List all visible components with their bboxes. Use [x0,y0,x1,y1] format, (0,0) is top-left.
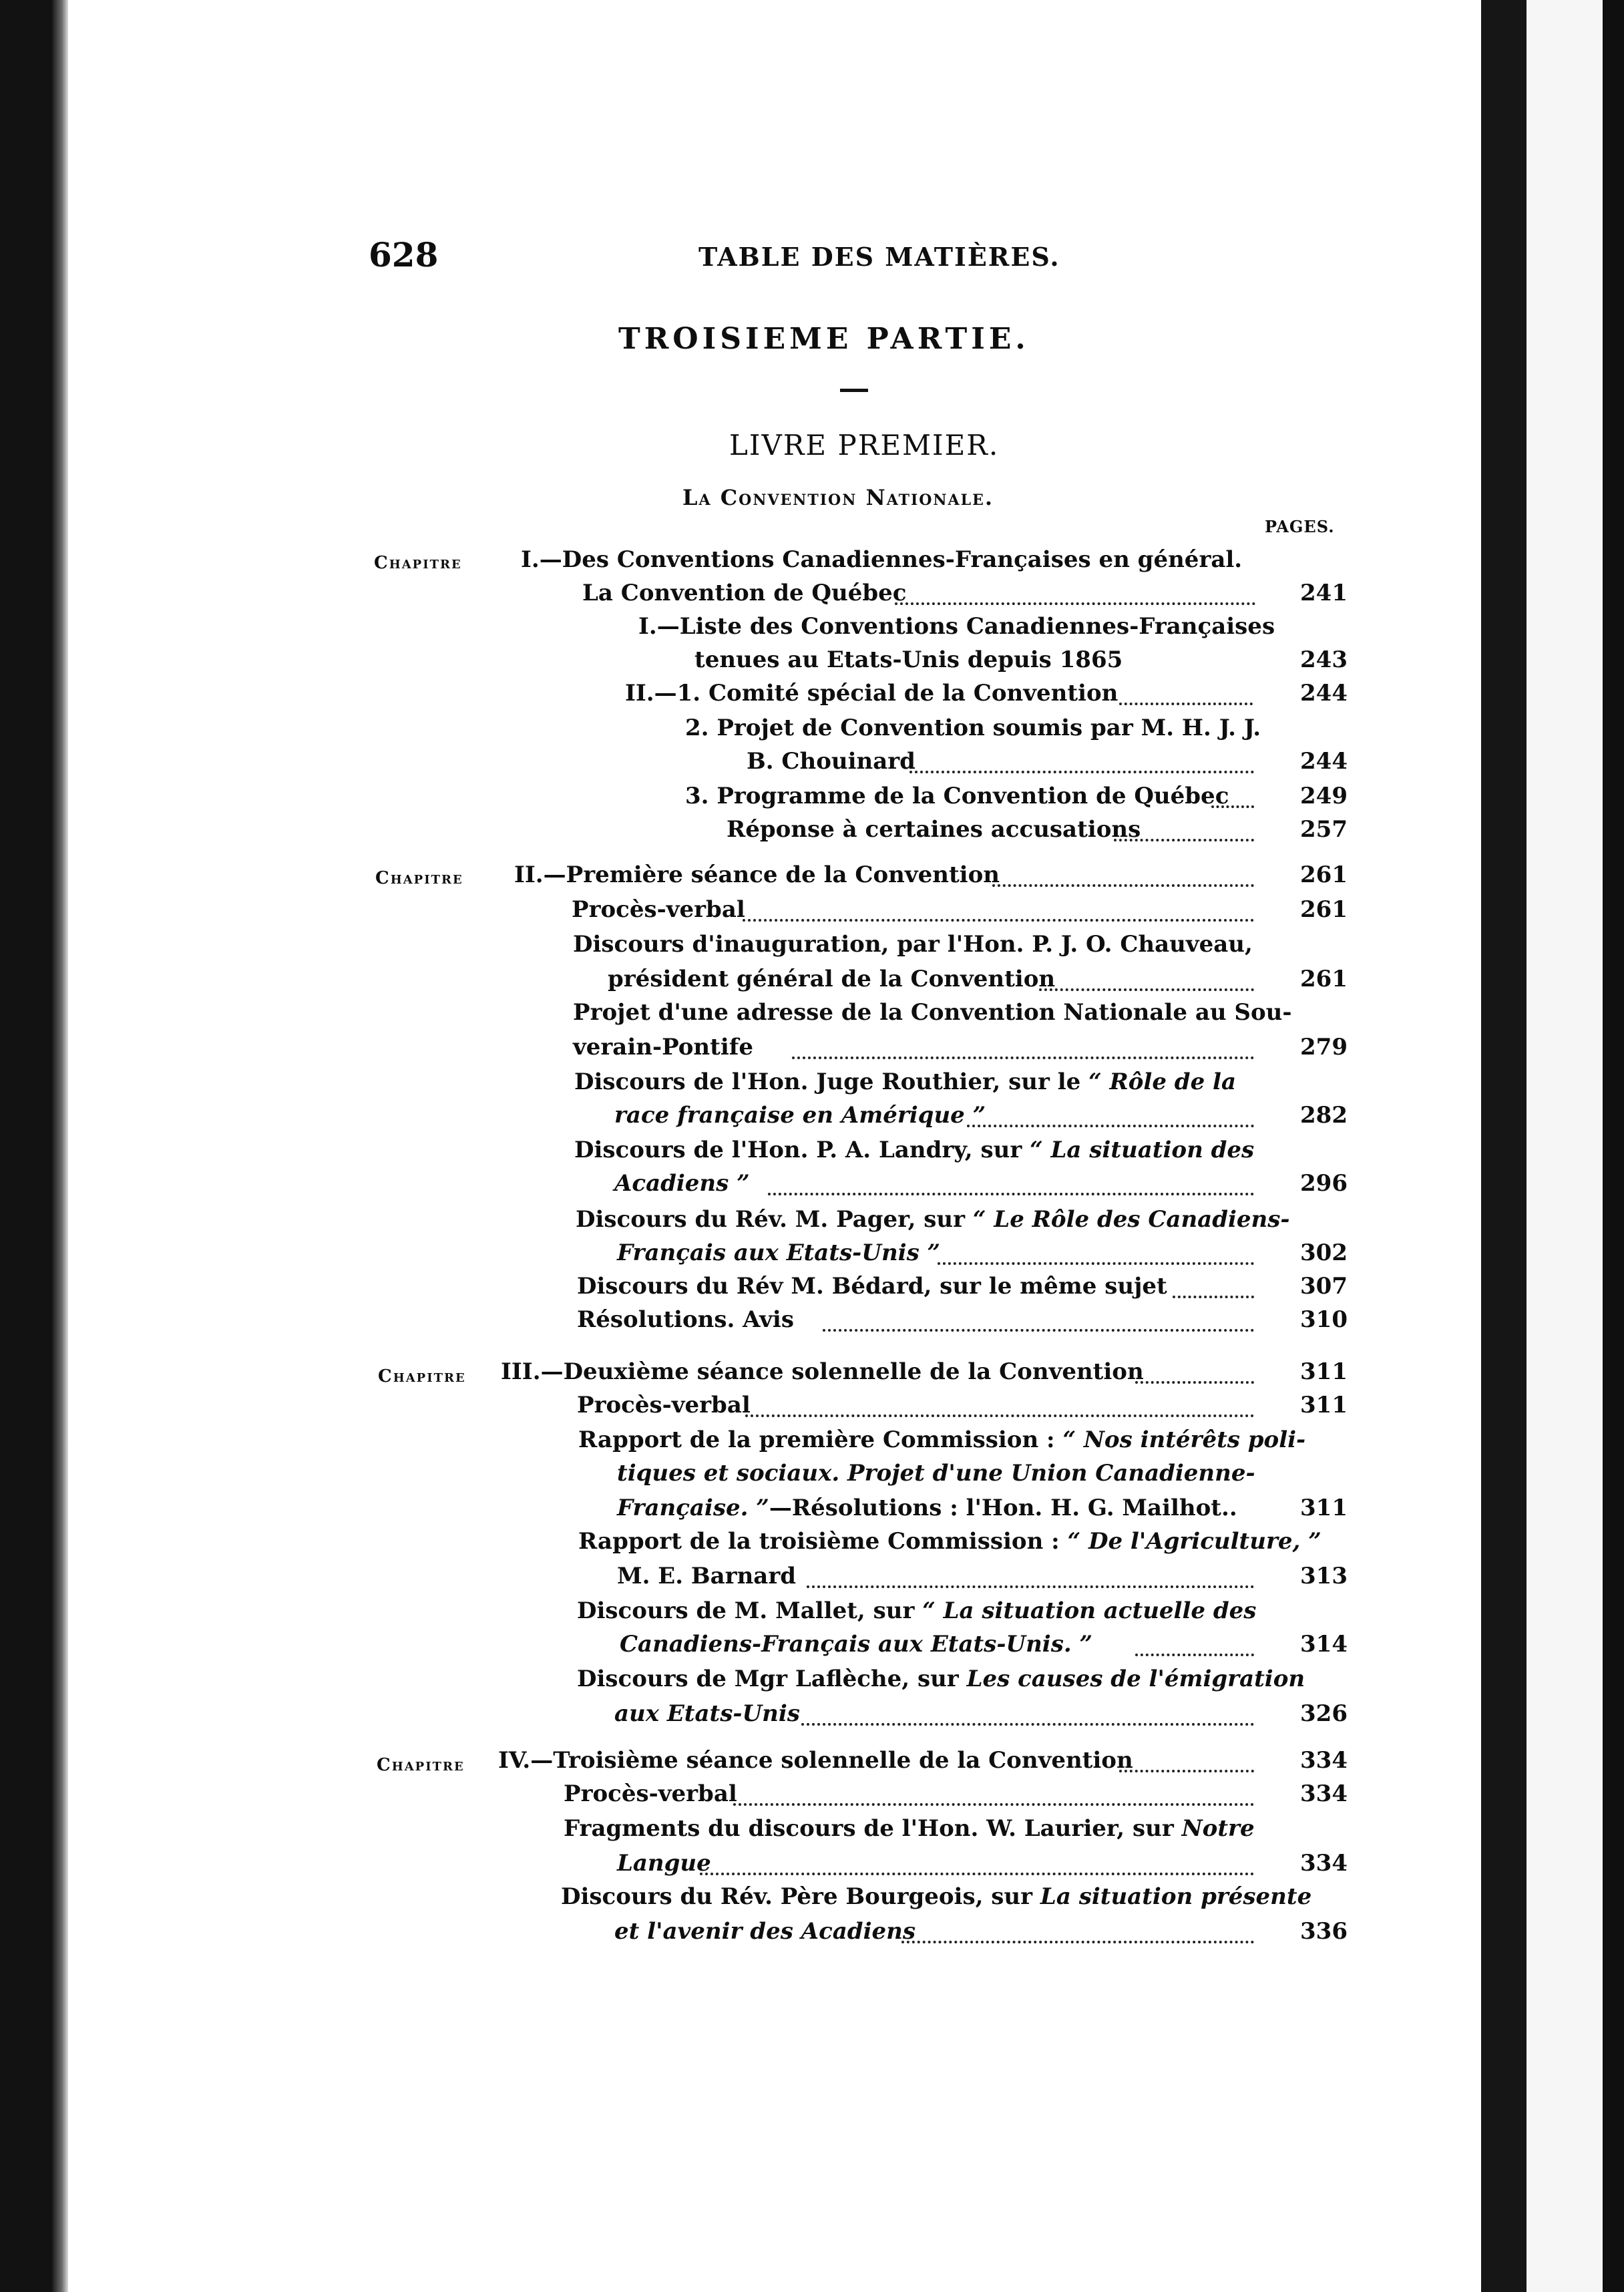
page-ref: 314 [1300,1631,1348,1658]
dot-leader [807,1583,1254,1588]
dot-leader [901,1938,1254,1943]
page-ref: 261 [1300,966,1348,992]
toc-entry: Procès-verbal [577,1392,751,1418]
running-title: TABLE DES MATIÈRES. [698,242,1060,272]
dot-leader [895,600,1255,605]
chapter-title: II.—Première séance de la Convention [514,862,1000,888]
toc-entry: Française. ”—Résolutions : l'Hon. H. G. Mailhot.. [617,1495,1237,1521]
chapter-title: III.—Deuxième séance solennelle de la Convention [501,1358,1144,1385]
dot-leader [733,1800,1254,1806]
scan-border-right [1481,0,1527,2292]
pages-column-heading: PAGES. [1265,517,1335,536]
toc-entry: Discours du Rév M. Bédard, sur le même sujet [577,1273,1167,1300]
scan-shadow-left [52,0,68,2292]
dot-leader [967,1122,1254,1127]
page-ref: 261 [1300,862,1348,888]
page-ref: 307 [1300,1273,1348,1300]
dot-leader [1119,1767,1254,1772]
chapter-label: Chapitre [374,553,462,573]
toc-entry: M. E. Barnard [617,1563,797,1589]
dot-leader [1039,986,1254,991]
book-subtitle: La Convention Nationale. [682,485,994,510]
dot-leader [700,1870,1254,1875]
toc-entry: I.—Liste des Conventions Canadiennes-Françaises [638,613,1275,640]
page-ref: 311 [1300,1495,1348,1521]
toc-entry: Discours de Mgr Laflèche, sur Les causes de l'émigration [577,1666,1305,1692]
dot-leader [1119,700,1253,705]
chapter-title: IV.—Troisième séance solennelle de la Convention [498,1747,1133,1774]
toc-entry: Langue [617,1850,711,1877]
dot-leader [745,1412,1254,1417]
toc-entry: Discours d'inauguration, par l'Hon. P. J. O. Chauveau, [573,931,1253,958]
dot-leader [1173,1293,1254,1298]
chapter-label: Chapitre [378,1366,466,1386]
page-ref: 334 [1300,1747,1348,1774]
dot-leader [992,882,1254,887]
toc-entry: aux Etats-Unis [614,1700,800,1727]
page-ref: 244 [1300,748,1348,775]
toc-entry: Français aux Etats-Unis ” [617,1239,941,1266]
dot-leader [792,1054,1254,1059]
toc-entry: Discours de l'Hon. Juge Routhier, sur le “ Rôle de la [574,1069,1236,1095]
page-ref: 336 [1300,1918,1348,1945]
page-number: 628 [369,235,439,274]
toc-entry: président général de la Convention [608,966,1056,992]
toc-entry: II.—1. Comité spécial de la Convention [625,680,1119,707]
page-ref: 282 [1300,1102,1348,1129]
page-ref: 257 [1300,816,1348,843]
page-ref: 334 [1300,1780,1348,1807]
dot-leader [909,768,1254,773]
page-ref: 244 [1300,680,1348,707]
toc-entry: et l'avenir des Acadiens [614,1918,916,1945]
page-ref: 296 [1300,1170,1348,1197]
toc-entry: tiques et sociaux. Projet d'une Union Canadienne- [617,1460,1255,1487]
page-ref: 261 [1300,896,1348,923]
page-ref: 311 [1300,1392,1348,1418]
toc-entry: Projet d'une adresse de la Convention Nationale au Sou- [573,999,1292,1026]
toc-entry: verain-Pontife [573,1034,754,1061]
toc-entry: Réponse à certaines accusations [727,816,1141,843]
page-ref: 243 [1300,646,1348,673]
toc-entry: Procès-verbal [564,1780,737,1807]
page-ref: 241 [1300,580,1348,606]
toc-entry: Rapport de la première Commission : “ Nos intérêts poli- [578,1426,1306,1453]
toc-entry: Discours de M. Mallet, sur “ La situation actuelle des [577,1597,1257,1624]
dot-leader [1135,1651,1254,1656]
toc-entry: race française en Amérique ” [614,1102,986,1129]
toc-entry: B. Chouinard [747,748,916,775]
toc-entry: Discours du Rév. M. Pager, sur “ Le Rôle des Canadiens- [576,1206,1290,1233]
page-ref: 310 [1300,1306,1348,1333]
page-ref: 313 [1300,1563,1348,1589]
toc-entry: Canadiens-Français aux Etats-Unis. ” [620,1631,1093,1658]
dot-leader [1211,803,1254,808]
dot-leader [938,1260,1254,1265]
book-title: LIVRE PREMIER. [729,429,1000,461]
toc-entry: La Convention de Québec [582,580,907,606]
scan-border-far-right [1603,0,1624,2292]
dot-leader [1114,836,1254,841]
page-ref: 279 [1300,1034,1348,1061]
part-title: TROISIEME PARTIE. [618,322,1030,356]
page-ref: 326 [1300,1700,1348,1727]
toc-entry: Fragments du discours de l'Hon. W. Laurier, sur Notre [564,1815,1255,1842]
toc-entry: Procès-verbal [572,896,745,923]
chapter-title: I.—Des Conventions Canadiennes-Françaises en général. [521,546,1243,573]
page-ref: 249 [1300,783,1348,809]
chapter-label: Chapitre [375,868,463,888]
dot-leader [823,1326,1254,1332]
toc-entry: Discours du Rév. Père Bourgeois, sur La situation présente [561,1883,1312,1910]
page-ref: 302 [1300,1239,1348,1266]
toc-entry: 3. Programme de la Convention de Québec [685,783,1229,809]
dot-leader [768,1190,1254,1195]
toc-entry: Discours de l'Hon. P. A. Landry, sur “ La situation des [574,1137,1255,1163]
toc-entry: 2. Projet de Convention soumis par M. H. J. J. [685,715,1261,741]
chapter-label: Chapitre [377,1755,465,1775]
toc-entry: Résolutions. Avis [577,1306,794,1333]
page-ref: 311 [1300,1358,1348,1385]
page-ref: 334 [1300,1850,1348,1877]
toc-entry: tenues au Etats-Unis depuis 1865 [694,646,1123,673]
dot-leader [801,1720,1254,1726]
dot-leader [743,916,1254,922]
section-rule [840,389,868,392]
toc-entry: Acadiens ” [614,1170,750,1197]
dot-leader [1135,1378,1254,1384]
toc-entry: Rapport de la troisième Commission : “ De l'Agriculture, ” [578,1528,1322,1555]
